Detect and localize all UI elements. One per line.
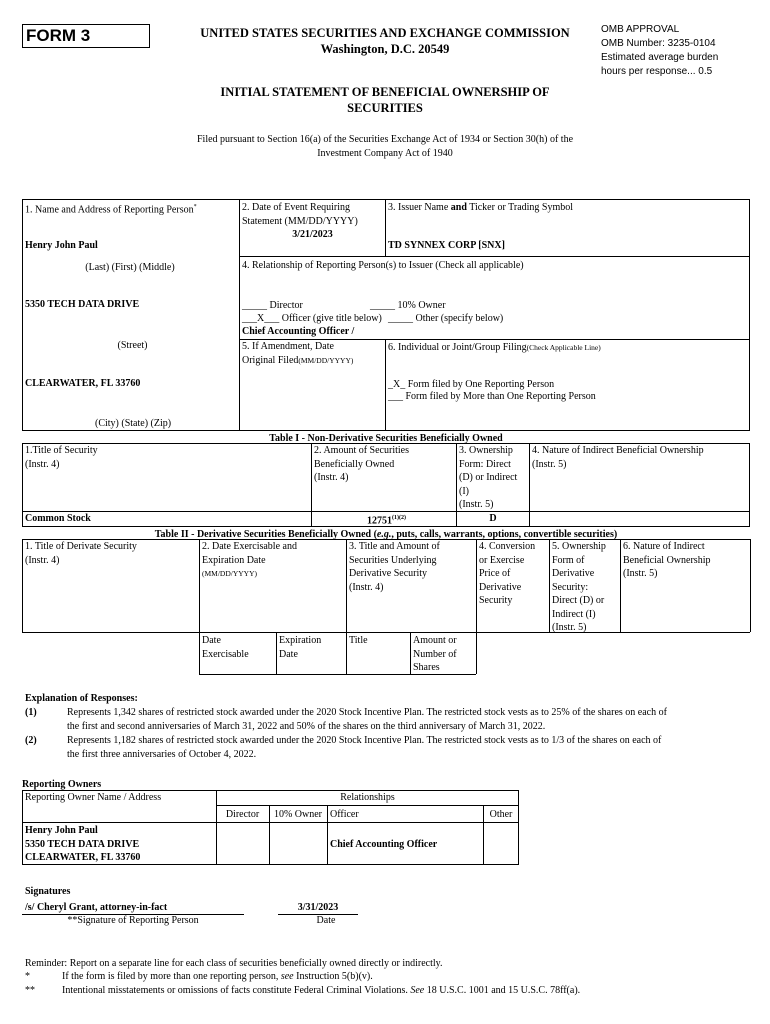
owners-title: Reporting Owners — [22, 779, 102, 790]
city-caption: (City) (State) (Zip) — [95, 418, 172, 429]
relationship-director: _____ Director — [242, 300, 303, 311]
table2-col-ownership-form: 5. Ownership Form of Derivative Security: Direct (D) or Indirect (I) (Instr. 5) — [552, 541, 606, 633]
omb-burden-2: hours per response... 0.5 — [601, 66, 713, 77]
event-date-value: 3/21/2023 — [292, 229, 333, 240]
form-name-box — [22, 24, 150, 48]
owners-col-ten-percent: 10% Owner — [273, 809, 323, 820]
table2-title: Table II - Derivative Securities Beneficially Owned (e.g., puts, calls, warrants, options, convertible securities) — [154, 529, 618, 540]
owners-col-other: Other — [489, 809, 513, 820]
table2-col-date-exercisable: 2. Date Exercisable and Expiration Date (MM/DD/YYYY) — [202, 541, 297, 578]
filed-pursuant-line2: Investment Company Act of 1940 — [317, 148, 453, 159]
relationship-officer: ___X___ Officer (give title below) — [242, 313, 382, 324]
reminder-double-star-text: Intentional misstatements or omissions of facts constitute Federal Criminal Violations. See 18 U.S.C. 1001 and 15 U.S.C. 78ff(a). — [62, 985, 581, 996]
officer-title: Chief Accounting Officer / — [242, 326, 355, 337]
table1-row-form: D — [489, 513, 497, 524]
omb-number: OMB Number: 3235-0104 — [601, 38, 716, 49]
group-filing-option-one: _X_ Form filed by One Reporting Person — [388, 379, 555, 390]
footnote-1-text: Represents 1,342 shares of restricted stock awarded under the 2020 Stock Incentive Plan. The restricted stock vests as to 25% of the shares on each of the first and second anniversaries of March 31, 2022 and 50% of the shares on the third anniversary of March 31, 2022. — [67, 707, 667, 732]
issuer-label: 3. Issuer Name and Ticker or Trading Symbol — [388, 202, 574, 213]
agency-heading — [175, 25, 595, 57]
signature-date-caption: Date — [316, 915, 336, 926]
agency-location: Washington, D.C. 20549 — [320, 42, 450, 56]
footnote-2-text: Represents 1,182 shares of restricted stock awarded under the 2020 Stock Incentive Plan. The restricted stock vests as to 1/3 of the shares on each of the first three anniversaries of October 4, 2022. — [67, 735, 662, 760]
reporting-section-frame — [22, 199, 750, 431]
relationship-ten-percent: _____ 10% Owner — [370, 300, 446, 311]
table2-sub-amount: Amount or Number of Shares — [413, 635, 457, 673]
reminder-star-mark: * — [25, 971, 30, 982]
signature-date: 3/31/2023 — [297, 902, 339, 913]
signature-value: /s/ Cheryl Grant, attorney-in-fact — [25, 902, 168, 913]
table1-col-nature: 4. Nature of Indirect Beneficial Ownership (Instr. 5) — [532, 445, 704, 470]
reporting-person-street: 5350 TECH DATA DRIVE — [25, 299, 140, 310]
relationship-other: _____ Other (specify below) — [388, 313, 504, 324]
table2-col-underlying: 3. Title and Amount of Securities Underlying Derivative Security (Instr. 4) — [349, 541, 440, 593]
owners-col-officer: Officer — [330, 809, 359, 820]
relationship-label: 4. Relationship of Reporting Person(s) to Issuer (Check all applicable) — [242, 260, 524, 271]
table1-col-ownership-form: 3. Ownership Form: Direct (D) or Indirect (I) (Instr. 5) — [459, 445, 518, 510]
event-date-label: 2. Date of Event Requiring Statement (MM/DD/YYYY) — [242, 202, 358, 227]
statement-title — [170, 84, 600, 116]
explanation-title: Explanation of Responses: — [25, 693, 138, 704]
omb-title: OMB APPROVAL — [601, 24, 680, 35]
signature-caption: **Signature of Reporting Person — [67, 915, 199, 926]
omb-approval — [601, 23, 761, 79]
owners-row-officer: Chief Accounting Officer — [330, 839, 438, 850]
reminder-text: Reminder: Report on a separate line for each class of securities beneficially owned directly or indirectly. — [25, 958, 443, 969]
table1-col-title: 1.Title of Security (Instr. 4) — [25, 445, 98, 470]
reporting-person-label: 1. Name and Address of Reporting Person* — [25, 204, 197, 216]
table1-row-amount: $12751^{(1)(2)}$ — [367, 515, 406, 527]
name-caption: (Last) (First) (Middle) — [85, 262, 175, 273]
statement-title-line1: INITIAL STATEMENT OF BENEFICIAL OWNERSHIP OF — [220, 85, 550, 99]
owners-col-relationships: Relationships — [340, 792, 395, 803]
agency-name: UNITED STATES SECURITIES AND EXCHANGE COMMISSION — [200, 26, 570, 40]
owners-row-name: Henry John Paul 5350 TECH DATA DRIVE CLEARWATER, FL 33760 — [25, 825, 141, 863]
street-caption: (Street) — [117, 340, 148, 351]
footnote-1-mark: (1) — [25, 707, 37, 718]
table1-col-amount: 2. Amount of Securities Beneficially Owned (Instr. 4) — [314, 445, 409, 483]
statement-title-line2: SECURITIES — [347, 101, 423, 115]
owners-col-name: Reporting Owner Name / Address — [25, 792, 162, 803]
filed-pursuant — [140, 133, 630, 161]
form-name: FORM 3 — [26, 26, 91, 45]
amendment-label: 5. If Amendment, Date Original Filed(MM/DD/YYYY) — [242, 341, 354, 366]
signatures-title: Signatures — [25, 886, 71, 897]
table2-col-conversion: 4. Conversion or Exercise Price of Derivative Security — [479, 541, 536, 606]
omb-burden-1: Estimated average burden — [601, 52, 719, 63]
table2-sub-title: Title — [349, 635, 368, 646]
table1-row-security: Common Stock — [25, 513, 91, 524]
owners-col-director: Director — [225, 809, 260, 820]
group-filing-label: 6. Individual or Joint/Group Filing(Check Applicable Line) — [388, 342, 601, 353]
reminder-star-text: If the form is filed by more than one reporting person, see Instruction 5(b)(v). — [62, 971, 373, 982]
reminder-double-star-mark: ** — [25, 985, 35, 996]
table2-col-nature: 6. Nature of Indirect Beneficial Ownership (Instr. 5) — [623, 541, 711, 579]
footnote-2-mark: (2) — [25, 735, 37, 746]
table2-sub-date-exercisable: Date Exercisable — [202, 635, 249, 660]
reporting-person-city: CLEARWATER, FL 33760 — [25, 378, 141, 389]
reporting-person-name: Henry John Paul — [25, 240, 98, 251]
issuer-value: TD SYNNEX CORP [SNX] — [388, 240, 505, 251]
table2-col-title: 1. Title of Derivate Security (Instr. 4) — [25, 541, 137, 566]
group-filing-option-more: ___ Form filed by More than One Reporting Person — [388, 391, 596, 402]
filed-pursuant-line1: Filed pursuant to Section 16(a) of the Securities Exchange Act of 1934 or Section 30(h) of the — [196, 134, 574, 145]
table2-sub-expiration: Expiration Date — [279, 635, 322, 660]
table1-title: Table I - Non-Derivative Securities Beneficially Owned — [269, 433, 503, 444]
